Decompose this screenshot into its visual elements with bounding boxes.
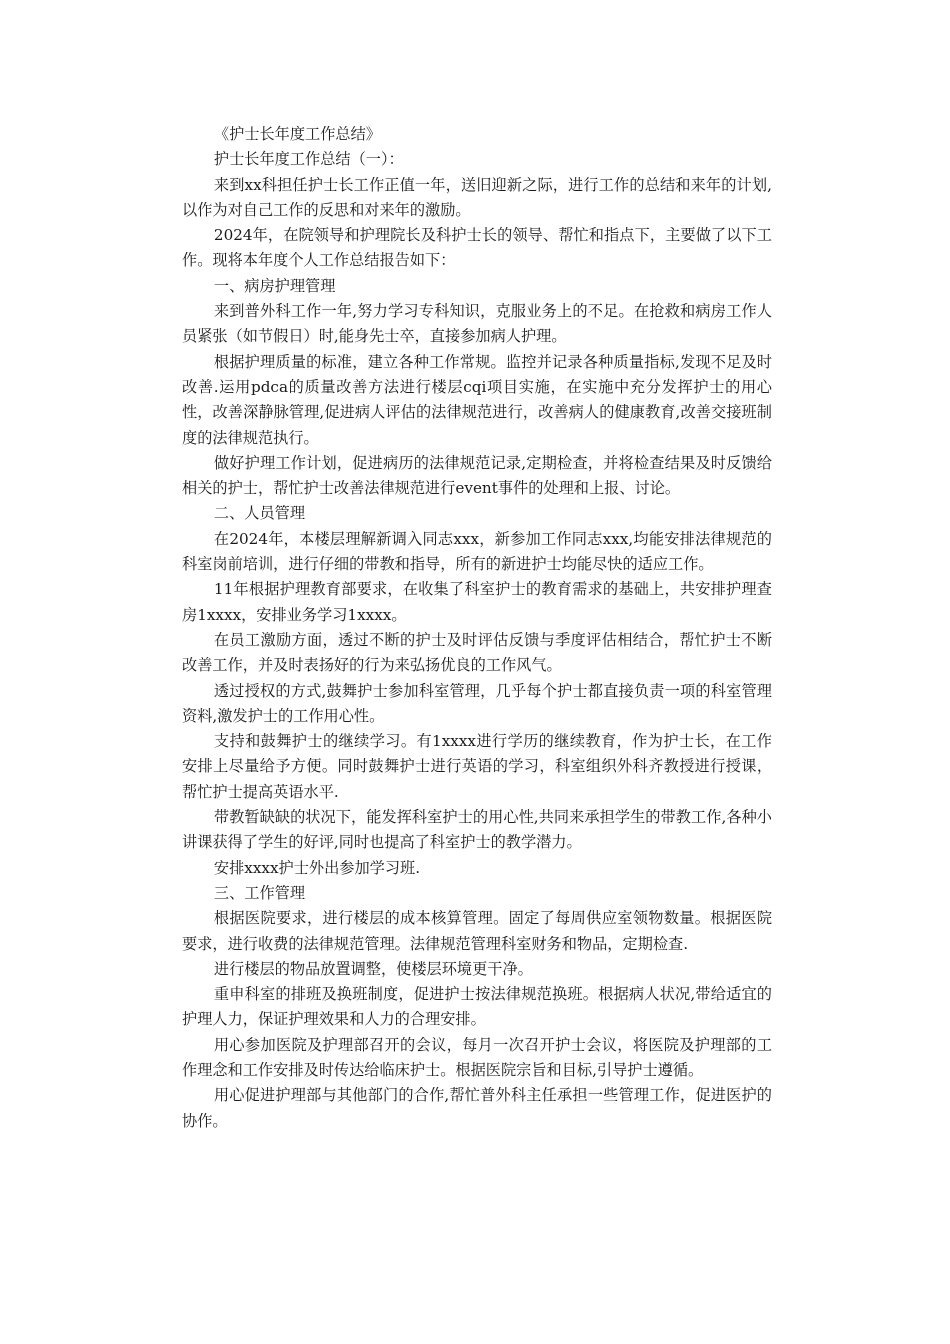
paragraph: 11年根据护理教育部要求，在收集了科室护士的教育需求的基础上，共安排护理查房1xxxx，安排业务学习1xxxx。 bbox=[182, 580, 772, 624]
paragraph: 在员工激励方面，透过不断的护士及时评估反馈与季度评估相结合，帮忙护士不断改善工作，并及时表扬好的行为来弘扬优良的工作风气。 bbox=[182, 630, 772, 675]
document-subtitle: 护士长年度工作总结（一）： bbox=[213, 150, 404, 169]
paragraph: 根据护理质量的标准，建立各种工作常规。监控并记录各种质量指标,发现不足及时改善.运用pdca的质量改善方法进行楼层cqi项目实施，在实施中充分发挥护士的用心性，改善深静脉管理,促进病人评估的法律规范进行，改善病人的健康教育,改善交接班制度的法律规范执行。 bbox=[182, 352, 772, 447]
section-heading: 二、人员管理 bbox=[213, 504, 306, 523]
paragraph: 用心参加医院及护理部召开的会议，每月一次召开护士会议，将医院及护理部的工作理念和工作安排及时传达给临床护士。根据医院宗旨和目标,引导护士遵循。 bbox=[182, 1035, 772, 1079]
section-heading: 一、病房护理管理 bbox=[213, 276, 336, 295]
paragraph: 进行楼层的物品放置调整，使楼层环境更干净。 bbox=[213, 959, 533, 978]
paragraph: 来到普外科工作一年,努力学习专科知识，克服业务上的不足。在抢救和病房工作人员紧张（如节假日）时,能身先士卒，直接参加病人护理。 bbox=[182, 302, 772, 346]
paragraph: 来到xx科担任护士长工作正值一年，送旧迎新之际，进行工作的总结和来年的计划,以作为对自己工作的反思和对来年的激励。 bbox=[182, 175, 772, 219]
section-heading: 三、工作管理 bbox=[213, 883, 306, 902]
paragraph: 重申科室的排班及换班制度，促进护士按法律规范换班。根据病人状况,带给适宜的护理人力，保证护理效果和人力的合理安排。 bbox=[182, 985, 772, 1029]
paragraph: 在2024年，本楼层理解新调入同志xxx，新参加工作同志xxx,均能安排法律规范的科室岗前培训，进行仔细的带教和指导，所有的新进护士均能尽快的适应工作。 bbox=[182, 529, 772, 574]
paragraph: 根据医院要求，进行楼层的成本核算管理。固定了每周供应室领物数量。根据医院要求，进行收费的法律规范管理。法律规范管理科室财务和物品，定期检查. bbox=[182, 909, 772, 953]
paragraph: 带教暂缺缺的状况下，能发挥科室护士的用心性,共同来承担学生的带教工作,各种小讲课获得了学生的好评,同时也提高了科室护士的教学潜力。 bbox=[182, 808, 772, 852]
document-body bbox=[182, 122, 772, 1134]
document-title: 《护士长年度工作总结》 bbox=[213, 125, 381, 143]
paragraph: 支持和鼓舞护士的继续学习。有1xxxx进行学历的继续教育，作为护士长，在工作安排上尽量给予方便。同时鼓舞护士进行英语的学习，科室组织外科齐教授进行授课，帮忙护士提高英语水平. bbox=[182, 732, 772, 801]
paragraph: 做好护理工作计划，促进病历的法律规范记录,定期检查，并将检查结果及时反馈给相关的护士，帮忙护士改善法律规范进行event事件的处理和上报、讨论。 bbox=[182, 453, 772, 498]
paragraph: 用心促进护理部与其他部门的合作,帮忙普外科主任承担一些管理工作，促进医护的协作。 bbox=[182, 1086, 772, 1130]
paragraph: 2024年，在院领导和护理院长及科护士长的领导、帮忙和指点下，主要做了以下工作。现将本年度个人工作总结报告如下： bbox=[182, 226, 772, 270]
paragraph: 安排xxxx护士外出参加学习班. bbox=[213, 858, 421, 877]
paragraph: 透过授权的方式,鼓舞护士参加科室管理，几乎每个护士都直接负责一项的科室管理资料,激发护士的工作用心性。 bbox=[182, 681, 772, 725]
